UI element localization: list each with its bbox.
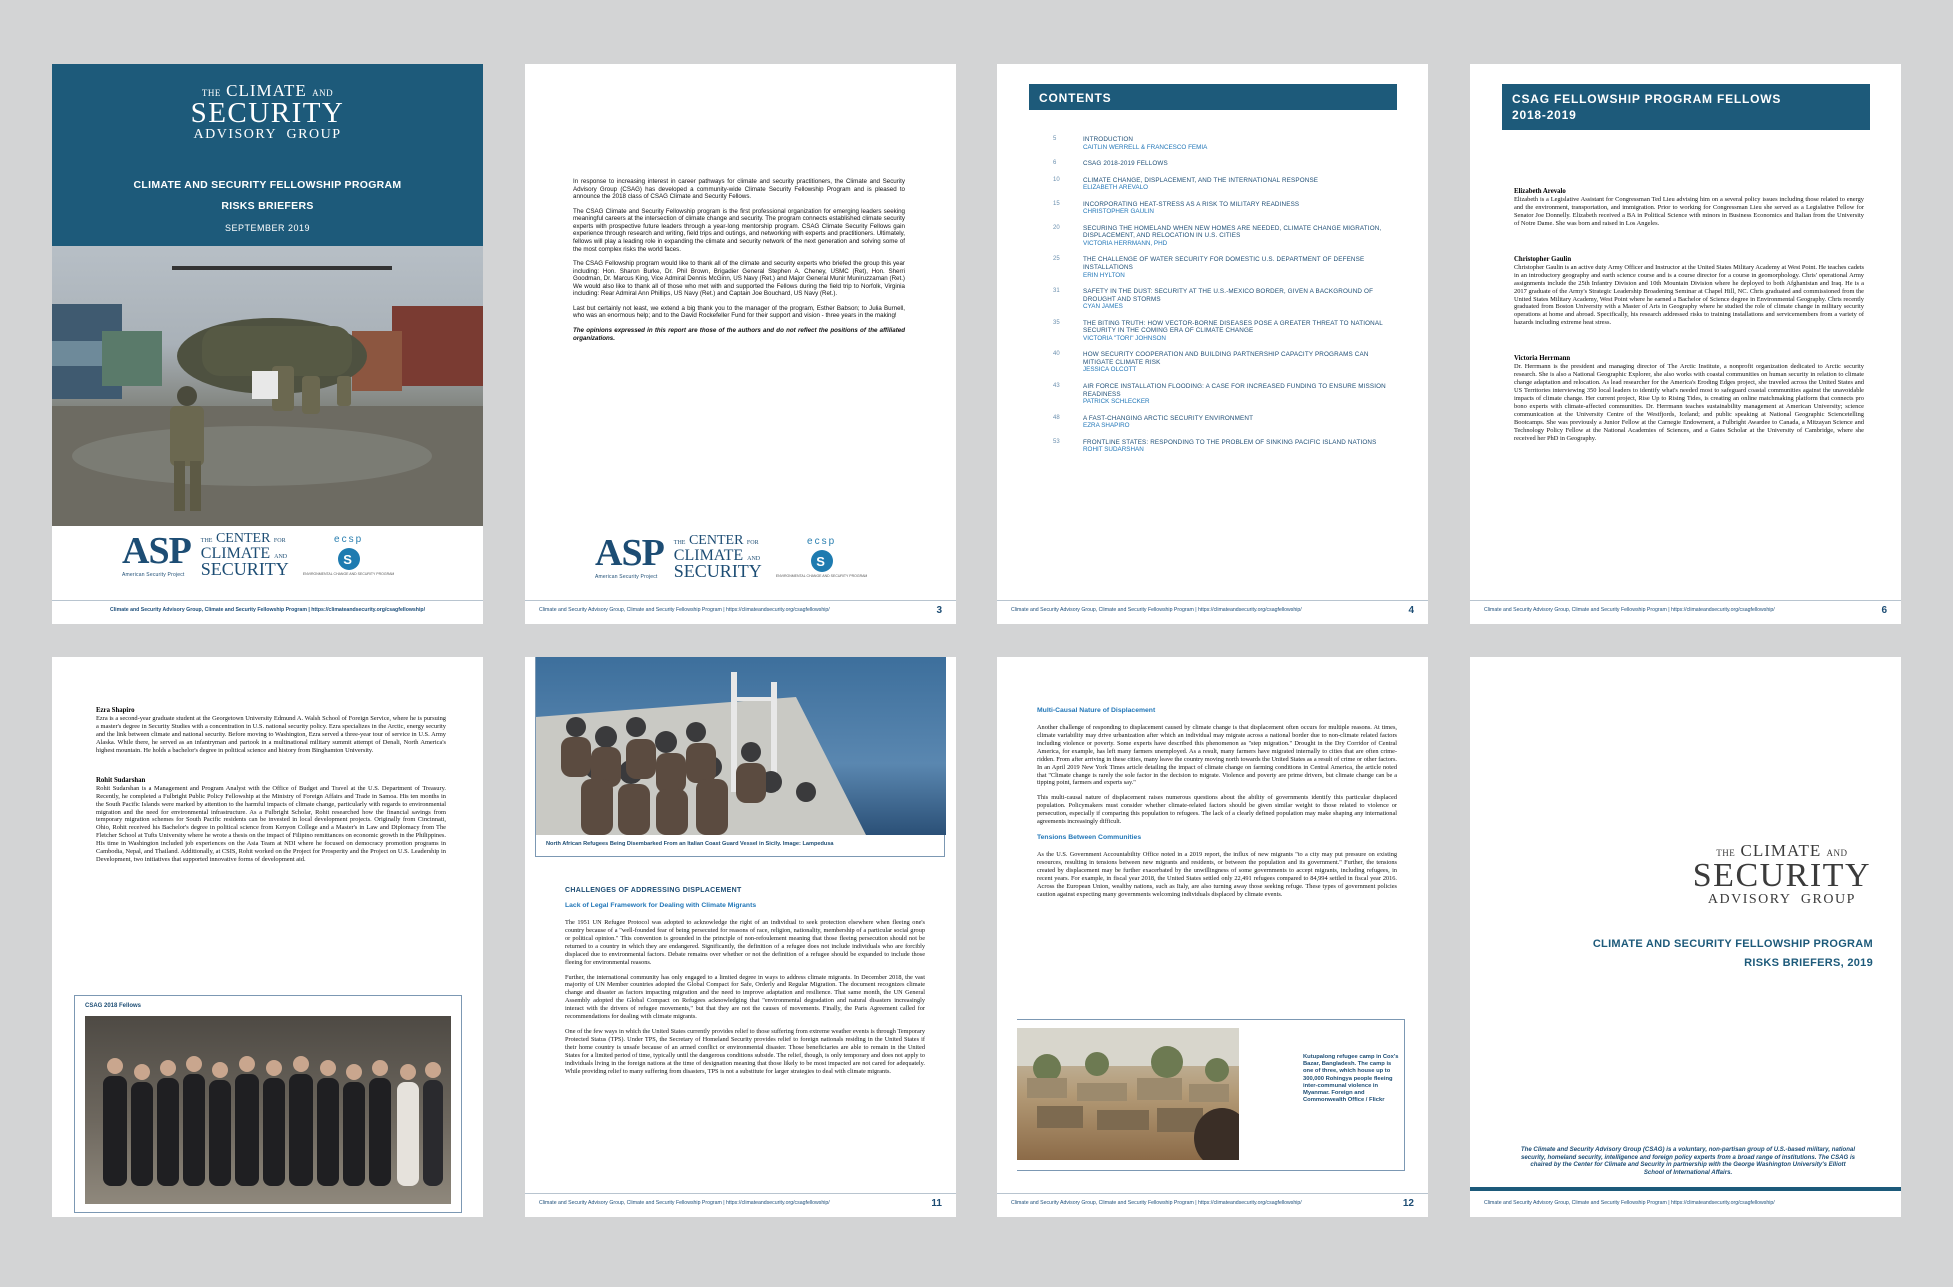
cover-photo-helicopter-soldiers (52, 246, 483, 526)
toc-entry[interactable]: 25 THE CHALLENGE OF WATER SECURITY FOR DOMESTIC U.S. DEPARTMENT OF DEFENSE INSTALLATIONS ERIN HYLTON (1053, 256, 1365, 279)
page-footer: Climate and Security Advisory Group, Climate and Security Fellowship Program | https://climateandsecurity.org/csagfellowship/ 4 (997, 602, 1428, 618)
fellows-list (1514, 188, 1864, 471)
intro-partner-logos: ASP American Security Project THE CENTER FOR CLIMATE AND SECURITY ecsp S ENVIRONMENTAL CHANGE AND SECURITY PROGRAM (595, 532, 868, 581)
camp-photo-caption: Kutupalong refugee camp in Cox's Bazar, Bangladesh. The camp is one of three, which house up to 300,000 Rohingya people fleeing inter-communal violence in Myanmar. Foreign and Commonwealth Office / Flickr (1303, 1054, 1399, 1104)
page-footer: Climate and Security Advisory Group, Climate and Security Fellowship Program | https://climateandsecurity.org/csagfellowship/ (52, 602, 483, 618)
fellow-entry: Ezra Shapiro Ezra is a second-year graduate student at the Georgetown University Edmund A. Walsh School of Foreign Service, where he is pursuing a master's degree in Security Studies with a concentration in U.S. national security policy. Ezra specializes in the Arctic, energy security and the link between climate and national security. Before moving to Washington, Ezra served a three-year tour of service in U.S. Army Alaska. While there, he served as an infantryman and partook in a multinational military summit attempt of Denali, North America's highest mountain. He holds a bachelor's degree in political science and history from Binghamton University. (96, 707, 446, 754)
group-photo-box (74, 995, 462, 1213)
ecsp-logo: ecsp S ENVIRONMENTAL CHANGE AND SECURITY PROGRAM (302, 534, 395, 576)
intro-text: In response to increasing interest in career pathways for climate and security practitioners, the Climate and Security Advisory Group (CSAG) has developed a community-wide Climate Security Fellowship Program and is pleased to announce the 2018 class of CSAG Climate and Security Fellows. The CSAG Climate and Security Fellowship program is the first professional organization for emerging leaders seeking meaningful careers at the intersection of climate change and security. The program connects established climate security experts with prospective future leaders through a year-long mentorship program. CSAG Climate Security Fellows gain experience through research and writing, field trips and outings, and networking with experts and practitioners. Ultimately, fellows will play a leading role in expanding the climate and security network of the next generation and solving some of the most complex risks the world faces. The CSAG Fellowship program would like to thank all of the climate and security experts who briefed the group this year including: Hon. Sharon Burke, Dr. Phil Brown, Brigadier General Stephen A. Cheney, USMC (Ret), Hon. Sherri Goodman, Dr. Marcus King, Vice Admiral Dennis McGinn, US Navy (Ret.) and Major General Munir Muniruzzaman (Ret.) We would also like to thank all of those who met with and supported the Fellows during the field trip to Norfolk, Virginia including: Rear Admiral Ann Phillips, US Navy (Ret.) and Captain Joe Bouchard, US Navy (Ret.). Last but certainly not least, we extend a big thank you to the manager of the program, Esther Babson; to Julia Burnell, who was an enormous help; and to the David Rockefeller Fund for their support and vision - three years in the making! The opinions expressed in this report are those of the authors and do not reflect the positions of the affiliated organizations. (573, 178, 905, 342)
photo-refugees-scene (536, 657, 946, 835)
back-cover-page (1470, 657, 1901, 1217)
toc-entry[interactable]: 20 SECURING THE HOMELAND WHEN NEW HOMES ARE NEEDED, CLIMATE CHANGE MIGRATION, DISPLACEMENT, AND RELOCATION IN U.S. CITIES VICTORIA HERRMANN, PHD (1053, 224, 1382, 247)
toc-entry[interactable]: 43 AIR FORCE INSTALLATION FLOODING: A CASE FOR INCREASED FUNDING TO ENSURE MISSION READINESS PATRICK SCHLECKER (1053, 383, 1386, 406)
asp-logo: ASP (122, 530, 191, 572)
cover-photo-scene (52, 246, 483, 526)
ecsp-globe-icon: S (811, 550, 833, 572)
page-footer: Climate and Security Advisory Group, Climate and Security Fellowship Program | https://climateandsecurity.org/csagfellowship/ 6 (1470, 602, 1901, 618)
back-cover-about: The Climate and Security Advisory Group (CSAG) is a voluntary, non-partisan group of U.S.-based military, national security, homeland security, intelligence and foreign policy experts from a broad range of institutions. The CSAG is chaired by the Center for Climate and Security in partnership with the George Washington University's Elliott School of International Affairs. (1520, 1146, 1856, 1176)
cover-partner-logos: ASP American Security Project THE CENTER FOR CLIMATE AND SECURITY ecsp S ENVIRONMENTAL CHANGE AND SECURITY PROGRAM (122, 530, 395, 579)
toc-entry[interactable]: 15 INCORPORATING HEAT-STRESS AS A RISK TO MILITARY READINESS CHRISTOPHER GAULIN (1053, 200, 1300, 216)
refugee-photo-caption: North African Refugees Being Disembarked From an Italian Coast Guard Vessel in Sicily. Image: Lampedusa (546, 841, 834, 847)
toc-entry[interactable]: 10 CLIMATE CHANGE, DISPLACEMENT, AND THE INTERNATIONAL RESPONSE ELIZABETH AREVALO (1053, 176, 1319, 192)
group-photo-fellows (85, 1016, 451, 1204)
toc-list (1053, 136, 1393, 463)
page-footer: Climate and Security Advisory Group, Climate and Security Fellowship Program | https://climateandsecurity.org/csagfellowship/ 12 (997, 1195, 1428, 1211)
asp-logo: ASP (595, 532, 664, 574)
toc-entry[interactable]: 31 SAFETY IN THE DUST: SECURITY AT THE U.S.-MEXICO BORDER, GIVEN A BACKGROUND OF DROUGHT AND STORMS CYAN JAMES (1053, 288, 1374, 311)
group-photo-people (85, 1016, 451, 1204)
page-number: 4 (1408, 604, 1414, 616)
back-cover-title: CLIMATE AND SECURITY FELLOWSHIP PROGRAM RISKS BRIEFERS, 2019 (1592, 938, 1873, 969)
cover-header-band (52, 64, 483, 246)
toc-entry[interactable]: 35 THE BITING TRUTH: HOW VECTOR-BORNE DISEASES POSE A GREATER THREAT TO NATIONAL SECURITY IN THE COMING ERA OF CLIMATE CHANGE VICTORIA "TORI" JOHNSON (1053, 319, 1383, 342)
page-number: 3 (936, 604, 942, 616)
cover-page (52, 64, 483, 624)
fellows-page (1470, 64, 1901, 624)
fellow-entry: Rohit Sudarshan Rohit Sudarshan is a Management and Program Analyst with the Office of Budget and Travel at the U.S. Department of Treasury. Recently, he completed a Fulbright Public Policy Fellowship at the Ministry of Foreign Affairs and Trade in Samoa. His ten months in the South Pacific Islands were marked by attention to the harmful impacts of climate change, particularly with regards to environmental migration and the need for environmental infrastructure. As a Fulbright Scholar, Rohit researched how the financial savings from temporary migration schemes for South Pacific residents can be invested in local development projects. Originally from Cincinnati, Ohio, Rohit received his Bachelor's degree in political science from Kenyon College and a Master's in Law and Diplomacy from The Fletcher School at Tufts University where he wrote a thesis on the impact of Filipino remittances on economic growth in the Philippines. His time in Washington included job experiences on the Asia Team at NDI where he focused on democracy promotion programs in Cambodia, Nepal, and Thailand. Additionally, at CSIS, Rohit worked on the Project for Prosperity and the Project on U.S. Leadership in Development, two initiatives that supported innovative forms of development aid. (96, 776, 446, 864)
group-photo-caption: CSAG 2018 Fellows (85, 1003, 142, 1009)
page-footer: Climate and Security Advisory Group, Climate and Security Fellowship Program | https://climateandsecurity.org/csagfellowship/ 11 (525, 1195, 956, 1211)
refugee-photo-box (535, 657, 945, 857)
page-footer: Climate and Security Advisory Group, Climate and Security Fellowship Program | https://climateandsecurity.org/csagfellowship/ 3 (525, 602, 956, 618)
csag-logo: THE CLIMATE AND SECURITY ADVISORY GROUP (190, 81, 345, 142)
ccs-logo: THE CENTER FOR CLIMATE AND SECURITY (673, 533, 762, 581)
toc-entry[interactable]: 5 INTRODUCTION CAITLIN WERRELL & FRANCESCO FEMIA (1053, 136, 1208, 151)
photo-refugees-boat (536, 657, 946, 835)
page-number: 6 (1881, 604, 1887, 616)
toc-entry[interactable]: 40 HOW SECURITY COOPERATION AND BUILDING PARTNERSHIP CAPACITY PROGRAMS CAN MITIGATE CLIMATE RISK JESSICA OLCOTT (1053, 351, 1369, 374)
page-number: 11 (931, 1197, 942, 1209)
intro-page (525, 64, 956, 624)
fellows-heading: CSAG FELLOWSHIP PROGRAM FELLOWS 2018-2019 (1502, 84, 1870, 130)
ecsp-logo: ecsp S ENVIRONMENTAL CHANGE AND SECURITY PROGRAM (775, 536, 868, 578)
fellows-page-continued (52, 657, 483, 1217)
toc-entry[interactable]: 48 A FAST-CHANGING ARCTIC SECURITY ENVIRONMENT EZRA SHAPIRO (1053, 414, 1254, 430)
ecsp-globe-icon: S (338, 548, 360, 570)
cover-title: CLIMATE AND SECURITY FELLOWSHIP PROGRAM RISKS BRIEFERS (133, 179, 402, 212)
fellow-entry: Elizabeth Arevalo Elizabeth is a Legislative Assistant for Congressman Ted Lieu advising him on a several policy issues including those related to energy and the environment, transportation, and immigration. Prior to working for Congressman Lieu she served as a Legislative Fellow for Senator Joe Donnelly. Elizabeth received a BA in Political Science with minors in Business Economics and Italian from the University of Notre Dame. She was born and raised in Los Angeles. (1514, 188, 1864, 227)
photo-kutupalong-camp (1017, 1028, 1239, 1160)
disclaimer: The opinions expressed in this report are those of the authors and do not reflect the positions of the affiliated organizations. (573, 327, 905, 342)
page-footer: Climate and Security Advisory Group, Climate and Security Fellowship Program | https://climateandsecurity.org/csagfellowship/ (1484, 1200, 1775, 1206)
photo-camp-scene (1017, 1028, 1239, 1160)
cover-date: SEPTEMBER 2019 (224, 223, 311, 233)
contents-page (997, 64, 1428, 624)
csag-logo-back: THE CLIMATE AND SECURITY ADVISORY GROUP (1692, 841, 1871, 907)
camp-photo-box (1017, 1019, 1405, 1171)
fellow-entry: Victoria Herrmann Dr. Herrmann is the president and managing director of The Arctic Institute, a nonprofit organization dedicated to Arctic security research. She is also a National Geographic Explorer, she also works with coastal communities on human security in relation to climate change adaptation and relocation. As lead researcher for the America's Eroding Edges project, she traveled across the United States and US Territories interviewing 350 local leaders to identify what's needed most to safeguard coastal communities against the unavoidable impacts of climate change. Her current project, Rise Up to Rising Tides, is creating an online matchmaking platform that connects pro bono experts with climate-affected communities. Dr. Herrmann teaches sustainability management at American University; science communication at the University Centre of the Westfjords, Iceland; and public speaking at National Geographic Sciencetelling Bootcamps. She was previously a Junior Fellow at the Carnegie Endowment, a Fulbright Awardee to Canada, a Mitzayan Science and Technology Policy Fellow at the National Academies of Sciences, and a Gates Scholar at the University of Cambridge, where she received her PhD in Geography. (1514, 355, 1864, 442)
article-page-11 (525, 657, 956, 1217)
ccs-logo: THE CENTER FOR CLIMATE AND SECURITY (200, 531, 289, 579)
article-body: Multi-Causal Nature of Displacement Another challenge of responding to displacement caused by climate change is that displacement often occurs for multiple reasons. At times, climate variability may drive urbanization after which an individual may migrate across a national border due to non-climate related factors including violence or poverty. Some experts have described this phenomenon as "step migration." Drought in the Dry Corridor of Central America, for example, has left many farmers unemployed. As a result, many farmers have migrated internally to cities that are often crime-ridden. From after arriving in these cities, many leave the country moving north towards the United States as a result of crime or other factors. In an April 2019 New York Times article detailing the impact of climate change on farming conditions in Central America, the article noted that "Climate change is rarely the sole factor in the decision to migrate. Violence and poverty are prime drivers, but climate change can be a tipping point, farmers and experts say." This multi-causal nature of displacement raises numerous questions about the ability of governments identify this particular displaced population. Policymakers must consider whether climate-related factors should be given similar weight to those related to violence or persecution, especially if comparing this population to refugees. The lack of a clearly defined population may make shaping any international agreements increasingly difficult. Tensions Between Communities As the U.S. Government Accountability Office noted in a 2019 report, the influx of new migrants "to a city may put pressure on existing resources, resulting in tensions between new migrants and residents, or between the population and its government." Further, the tensions created by displacement may be further exacerbated by the unwillingness of some governments to accept migrants, including refugees, in recent years. For example, in fiscal year 2018, the United States settled only 22,491 refugees compared to 84,994 settled in fiscal year 2016. Across the European Union, wealthy nations, such as Italy, are also turning away those seeking refuge. These types of government policies caution against expecting many governments welcoming individuals displaced by climate events. (1037, 707, 1397, 898)
toc-entry[interactable]: 6 CSAG 2018-2019 FELLOWS (1053, 160, 1168, 168)
back-cover-bottom-bar (1470, 1187, 1901, 1191)
article-body: CHALLENGES OF ADDRESSING DISPLACEMENT Lack of Legal Framework for Dealing with Climate Migrants The 1951 UN Refugee Protocol was adopted to acknowledge the right of an individual to seek protection elsewhere when fleeing one's country because of a "well-founded fear of being persecuted for reasons of race, religion, nationality, membership of a particular social group or political opinion." This convention is grounded in the principle of non-refoulement meaning that those fleeing persecution should not be returned to a country in which they are endangered. Significantly, the definition of a refugee does not include individuals who are forcibly displaced due to environmental factors. Debate remains over whether or not the definition of a refugee should be expanded to include those fleeing for environmental reasons. Further, the international community has only engaged to a limited degree in ways to address climate migrants. In December 2018, the vast majority of UN Member countries adopted the Global Compact for Safe, Orderly and Regular Migration. The document recognizes climate change and disaster as factors impacting migration and the need to improve adaptation and resilience. That same month, the UN General Assembly adopted the Global Compact on Refugees acknowledging that "environmental degradation and natural disasters increasingly interact with the drivers of refugee movements," but that they are not the causes of movements. Finally, the Paris Agreement called for recommendations for dealing with climate migrants. One of the few ways in which the United States currently provides relief to those suffering from extreme weather events is through Temporary Protected Status (TPS). Under TPS, the Secretary of Homeland Security provides relief to foreign nationals residing in the United States if their home country is unsafe because of an armed conflict or environmental disaster. Those beneficiaries are able to remain in the United States for a limited period of time, typically until the dangerous conditions subside. The relief, though, is only temporary and does not apply to individuals living in the foreign nations at the time of designation meaning that those likely to be most impacted are not cared for adequately. While providing relief to many suffering from disasters, TPS is not a substitute for larger strategies to deal with climate migrants. (565, 887, 925, 1075)
fellow-entry: Christopher Gaulin Christopher Gaulin is an active duty Army Officer and Instructor at the United States Military Academy at West Point. He teaches cadets in an introductory geography and earth science course and is a course director for a course in geomorphology. Chris' operational Army assignments include the 25th Infantry Division and 10th Mountain Division where he deployed to both Afghanistan and Iraq. He is a 2017 graduate of the Army's Strategic Leadership Broadening Seminar at Chapel Hill, NC. Chris graduated and commissioned from the United States Military Academy, West Point where he earned a Bachelor of Science degree in Environmental Geography. Chris recently graduated from Boston University with a Master of Arts in Geography where he studied the role of climate change in military security operations at home and abroad. Specifically, his research addressed risks to training installations and servicemembers from a variety of hazards including extreme heat stress. (1514, 255, 1864, 327)
toc-entry[interactable]: 53 FRONTLINE STATES: RESPONDING TO THE PROBLEM OF SINKING PACIFIC ISLAND NATIONS ROHIT SUDARSHAN (1053, 438, 1377, 454)
fellows-list (96, 707, 446, 892)
page-number: 12 (1402, 1197, 1414, 1209)
article-page-12 (997, 657, 1428, 1217)
contents-heading: CONTENTS (1029, 84, 1397, 110)
